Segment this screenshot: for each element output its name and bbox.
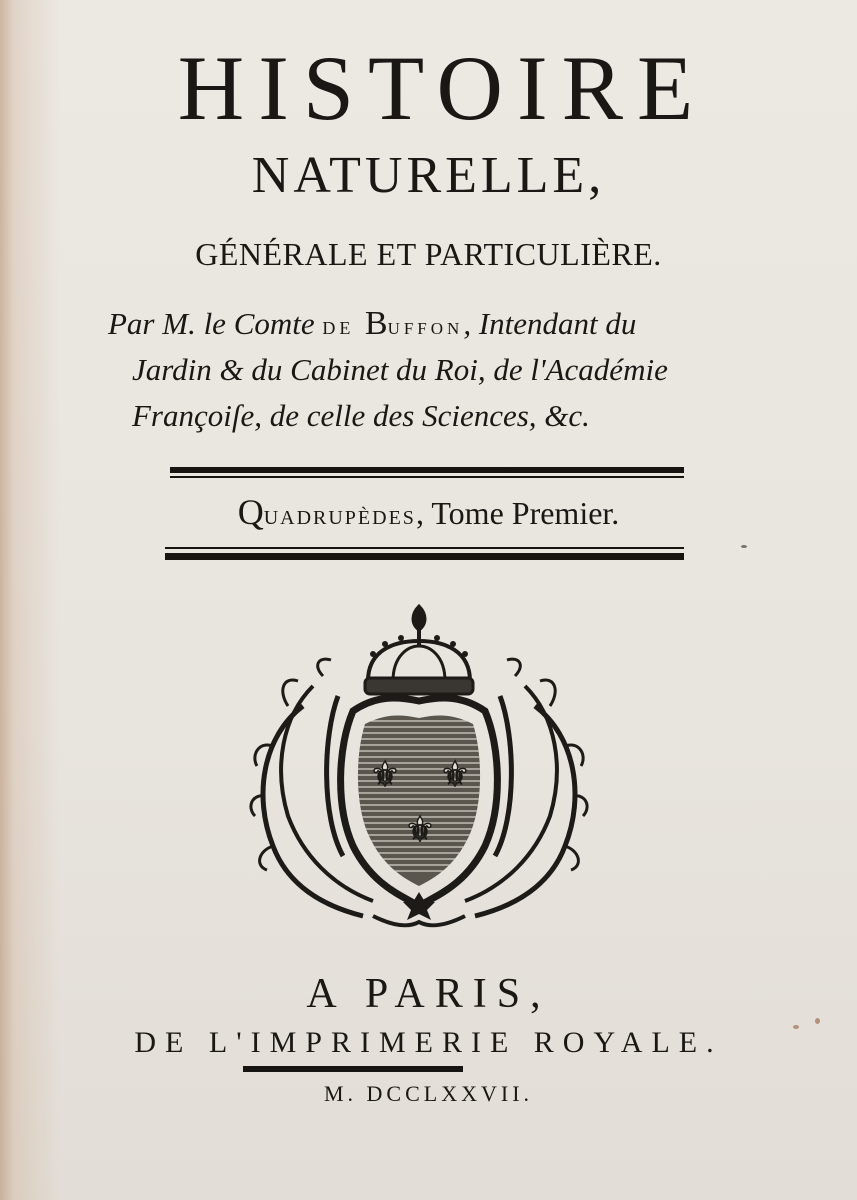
double-rule-top-thick	[170, 467, 684, 473]
show-through-text	[100, 575, 108, 609]
volume-line	[0, 493, 857, 535]
author-name-initial: B	[364, 305, 388, 342]
foxing-spot	[815, 1018, 820, 1024]
imprint-place: A PARIS,	[306, 971, 551, 1017]
author-line-1	[108, 304, 636, 347]
ink-speck	[741, 545, 747, 548]
author-line-3: Françoiſe, de celle des Sciences, &c.	[132, 398, 590, 433]
volume-section: uadrupèdes	[263, 500, 416, 531]
imprint-rule	[243, 1066, 463, 1072]
author-line-2: Jardin & du Cabinet du Roi, de l'Académie	[132, 352, 668, 387]
double-rule-top-thin	[170, 476, 684, 478]
imprint-printer: DE L'IMPRIMERIE ROYALE.	[134, 1026, 723, 1059]
svg-text:⚜: ⚜	[369, 755, 401, 795]
foxing-spot	[793, 1025, 799, 1029]
royal-arms-icon	[243, 596, 595, 936]
svg-text:⚜: ⚜	[439, 755, 471, 795]
volume-initial: Q	[237, 492, 264, 532]
author-title: , Intendant du	[463, 306, 637, 341]
double-rule-bottom-thick	[165, 553, 684, 560]
volume-tome: , Tome Premier.	[415, 495, 620, 531]
author-name-rest: uffon	[387, 314, 464, 340]
double-rule-bottom-thin	[165, 547, 684, 549]
author-particle: de	[322, 311, 365, 340]
subtitle: GÉNÉRALE ET PARTICULIÈRE.	[195, 236, 662, 272]
author-prefix: Par M. le Comte	[108, 306, 323, 341]
svg-text:⚜: ⚜	[404, 810, 436, 850]
imprint-year: M. DCCLXXVII.	[323, 1081, 534, 1106]
title-histoire: HISTOIRE	[177, 37, 708, 139]
title-naturelle: NATURELLE,	[251, 147, 606, 204]
